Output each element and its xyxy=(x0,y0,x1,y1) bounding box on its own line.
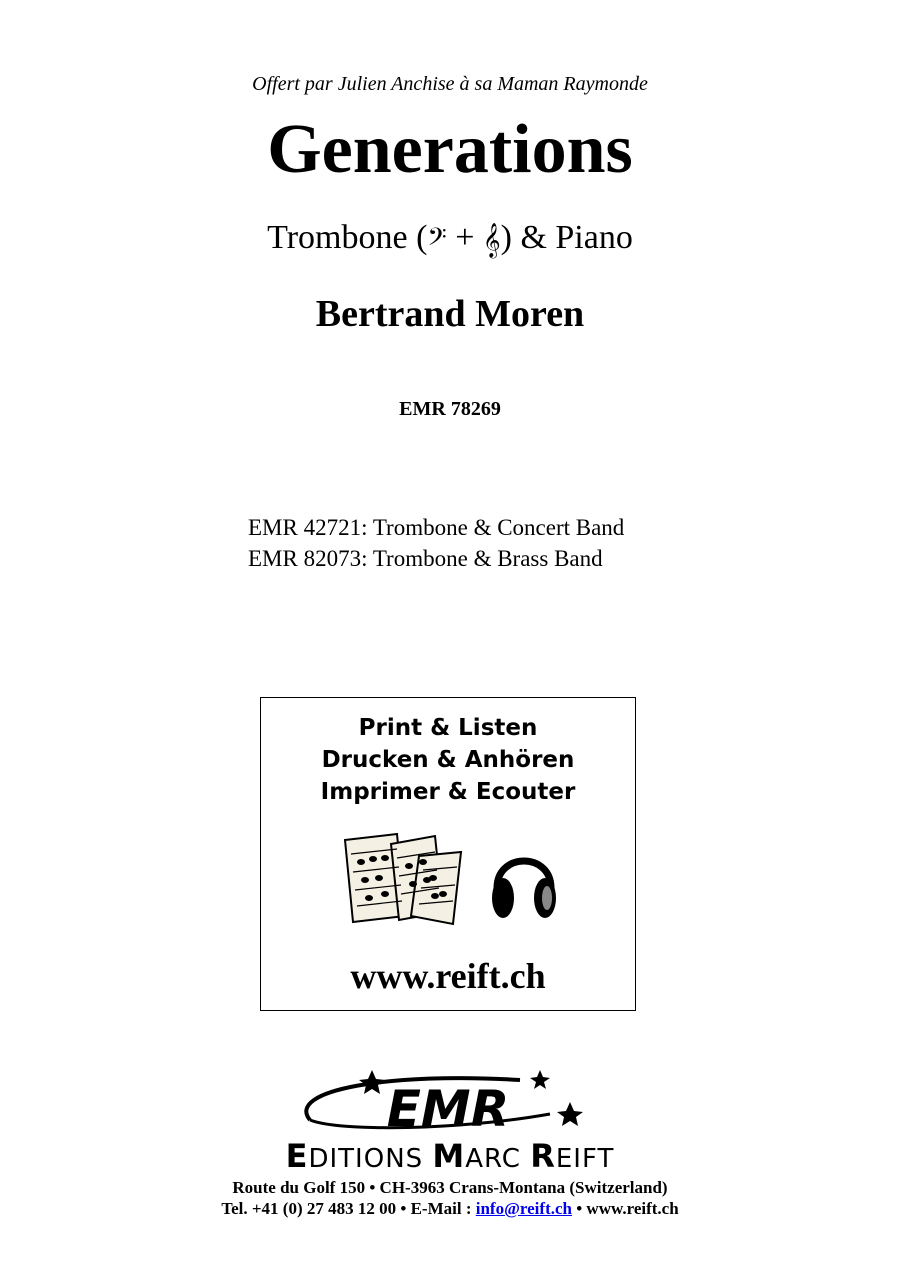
publisher-name-part: E xyxy=(285,1137,309,1175)
bass-clef-icon: 𝄢 xyxy=(427,223,447,258)
treble-clef-icon: 𝄞 xyxy=(482,223,501,258)
contact-prefix: Tel. +41 (0) 27 483 12 00 • E-Mail : xyxy=(221,1199,476,1218)
star-icon xyxy=(530,1070,550,1089)
instrumentation-plus: + xyxy=(446,219,483,256)
publisher-name-part: DITIONS xyxy=(308,1144,433,1174)
catalog-number: EMR 78269 xyxy=(399,398,501,420)
publisher-name-part: EIFT xyxy=(555,1144,615,1174)
star-icon xyxy=(557,1102,583,1126)
promo-illustration xyxy=(339,832,559,927)
instrumentation-after: ) & Piano xyxy=(500,219,633,256)
dedication: Offert par Julien Anchise à sa Maman Raymonde xyxy=(252,73,648,95)
print-listen-box xyxy=(260,697,636,1011)
email-link[interactable]: info@reift.ch xyxy=(475,1199,572,1218)
composer: Bertrand Moren xyxy=(315,293,585,335)
promo-line: Imprimer & Ecouter xyxy=(320,779,576,805)
publisher-name-part: ARC xyxy=(465,1144,531,1174)
instrumentation xyxy=(0,217,900,262)
publisher-contact xyxy=(0,1198,900,1220)
related-edition: EMR 82073: Trombone & Brass Band xyxy=(248,546,603,571)
promo-line: Drucken & Anhören xyxy=(321,747,575,773)
emr-logo xyxy=(230,1070,670,1140)
publisher-name xyxy=(0,1137,900,1175)
promo-url[interactable]: www.reift.ch xyxy=(350,956,546,996)
promo-lines xyxy=(261,712,635,808)
contact-suffix: • www.reift.ch xyxy=(571,1199,679,1218)
instrumentation-before: Trombone ( xyxy=(267,219,428,256)
sheet-music-icon xyxy=(345,834,461,924)
related-edition: EMR 42721: Trombone & Concert Band xyxy=(248,515,625,540)
related-editions xyxy=(248,512,624,574)
page-title: Generations xyxy=(267,111,633,188)
promo-line: Print & Listen xyxy=(358,715,538,741)
publisher-name-part: R xyxy=(530,1137,556,1175)
publisher-address: Route du Golf 150 • CH-3963 Crans-Montana (Switzerland) xyxy=(232,1178,668,1197)
star-icon xyxy=(359,1070,385,1094)
logo-text: EMR xyxy=(386,1080,510,1138)
headphones-icon xyxy=(492,861,556,918)
publisher-name-part: M xyxy=(432,1137,466,1175)
